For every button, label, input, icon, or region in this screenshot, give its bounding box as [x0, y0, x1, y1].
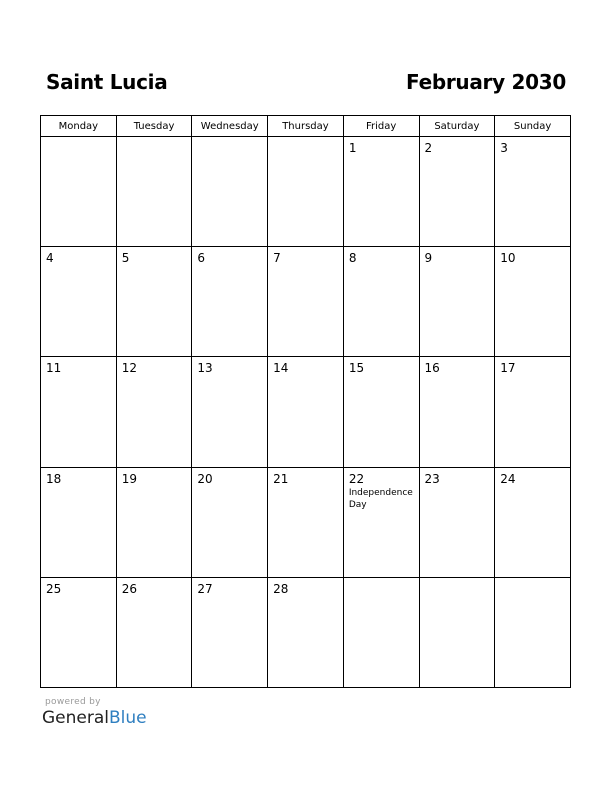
day-cell	[495, 577, 571, 687]
day-cell	[419, 577, 495, 687]
day-event	[41, 596, 116, 597]
day-event	[420, 155, 495, 156]
day-cell	[192, 137, 268, 247]
day-number: 26	[121, 581, 137, 596]
day-number: 11	[46, 361, 62, 376]
day-event	[41, 141, 116, 142]
day-event: Independence Day	[348, 487, 413, 510]
day-number: 18	[46, 471, 62, 486]
day-event	[192, 596, 267, 597]
day-cell	[343, 137, 419, 247]
day-number: 8	[348, 251, 357, 266]
day-cell	[419, 137, 495, 247]
day-cell	[41, 577, 117, 687]
day-number: 15	[348, 361, 365, 376]
day-event	[117, 596, 192, 597]
day-number: 6	[197, 251, 206, 266]
day-cell	[419, 467, 495, 577]
day-event	[192, 375, 267, 376]
weekday-header-row	[41, 116, 571, 137]
weekday-header: Monday	[41, 116, 117, 137]
day-event	[344, 375, 419, 376]
day-number: 25	[46, 581, 62, 596]
day-event	[117, 265, 192, 266]
weekday-header: Saturday	[419, 116, 495, 137]
day-cell	[495, 357, 571, 467]
day-cell	[268, 247, 344, 357]
week-row	[41, 577, 571, 687]
day-event	[495, 375, 570, 376]
week-row	[41, 137, 571, 247]
day-event	[420, 265, 495, 266]
day-cell	[41, 357, 117, 467]
day-cell	[343, 467, 419, 577]
powered-by-text: powered by	[45, 697, 101, 707]
day-number: 23	[424, 471, 440, 486]
logo-general-text: General	[42, 708, 109, 728]
day-cell	[116, 247, 192, 357]
day-cell	[343, 357, 419, 467]
day-number: 27	[197, 581, 213, 596]
day-event	[420, 375, 495, 376]
day-cell	[268, 137, 344, 247]
day-event	[344, 582, 419, 583]
day-event	[192, 486, 267, 487]
day-event	[420, 582, 495, 583]
day-number: 10	[500, 251, 516, 266]
day-cell	[116, 577, 192, 687]
day-cell	[192, 467, 268, 577]
week-row	[41, 357, 571, 467]
weekday-header: Friday	[343, 116, 419, 137]
day-event	[41, 486, 116, 487]
day-number: 2	[424, 141, 433, 155]
day-event	[268, 486, 343, 487]
day-event	[344, 265, 419, 266]
day-cell	[268, 467, 344, 577]
day-number: 13	[197, 361, 213, 376]
day-cell	[192, 577, 268, 687]
day-number: 7	[273, 251, 281, 266]
day-event	[192, 265, 267, 266]
weekday-header: Thursday	[268, 116, 344, 137]
day-event	[495, 582, 570, 583]
day-cell	[495, 247, 571, 357]
day-cell	[192, 247, 268, 357]
day-cell	[116, 357, 192, 467]
day-cell	[419, 247, 495, 357]
day-cell	[41, 247, 117, 357]
day-event	[495, 265, 570, 266]
week-row	[41, 247, 571, 357]
day-number: 9	[424, 251, 433, 266]
day-cell	[41, 467, 117, 577]
day-number: 24	[500, 471, 516, 486]
day-number: 28	[273, 581, 289, 596]
day-event	[268, 141, 343, 142]
month-title: February 2030	[406, 70, 566, 94]
day-number: 17	[500, 361, 516, 376]
day-number: 5	[121, 251, 130, 266]
day-event	[344, 155, 419, 156]
day-number: 20	[197, 471, 213, 486]
day-event	[41, 265, 116, 266]
day-number: 4	[46, 251, 54, 266]
week-row	[41, 467, 571, 577]
calendar-grid	[40, 115, 571, 688]
day-cell	[116, 137, 192, 247]
day-number: 12	[121, 361, 137, 376]
day-number: 3	[500, 141, 508, 155]
weekday-header: Tuesday	[116, 116, 192, 137]
day-event	[268, 265, 343, 266]
day-number: 16	[424, 361, 440, 376]
day-cell	[495, 137, 571, 247]
day-event	[268, 596, 343, 597]
day-cell	[495, 467, 571, 577]
day-event	[495, 155, 570, 156]
day-number: 22	[348, 471, 365, 486]
day-event	[495, 486, 570, 487]
day-number: 14	[273, 361, 289, 376]
day-cell	[41, 137, 117, 247]
day-event	[41, 375, 116, 376]
day-event	[117, 141, 192, 142]
day-event	[117, 375, 192, 376]
logo-blue-text: Blue	[109, 708, 147, 728]
day-number: 19	[121, 471, 137, 486]
day-number: 1	[348, 141, 357, 155]
generalblue-logo[interactable]	[42, 708, 147, 728]
day-number: 21	[273, 471, 289, 486]
day-cell	[116, 467, 192, 577]
day-event	[268, 375, 343, 376]
country-title: Saint Lucia	[46, 70, 168, 94]
day-event	[192, 141, 267, 142]
day-event	[117, 486, 192, 487]
day-cell	[419, 357, 495, 467]
day-event	[420, 486, 495, 487]
weekday-header: Sunday	[495, 116, 571, 137]
day-cell	[343, 577, 419, 687]
day-cell	[268, 577, 344, 687]
day-cell	[268, 357, 344, 467]
day-cell	[192, 357, 268, 467]
weekday-header: Wednesday	[192, 116, 268, 137]
day-cell	[343, 247, 419, 357]
